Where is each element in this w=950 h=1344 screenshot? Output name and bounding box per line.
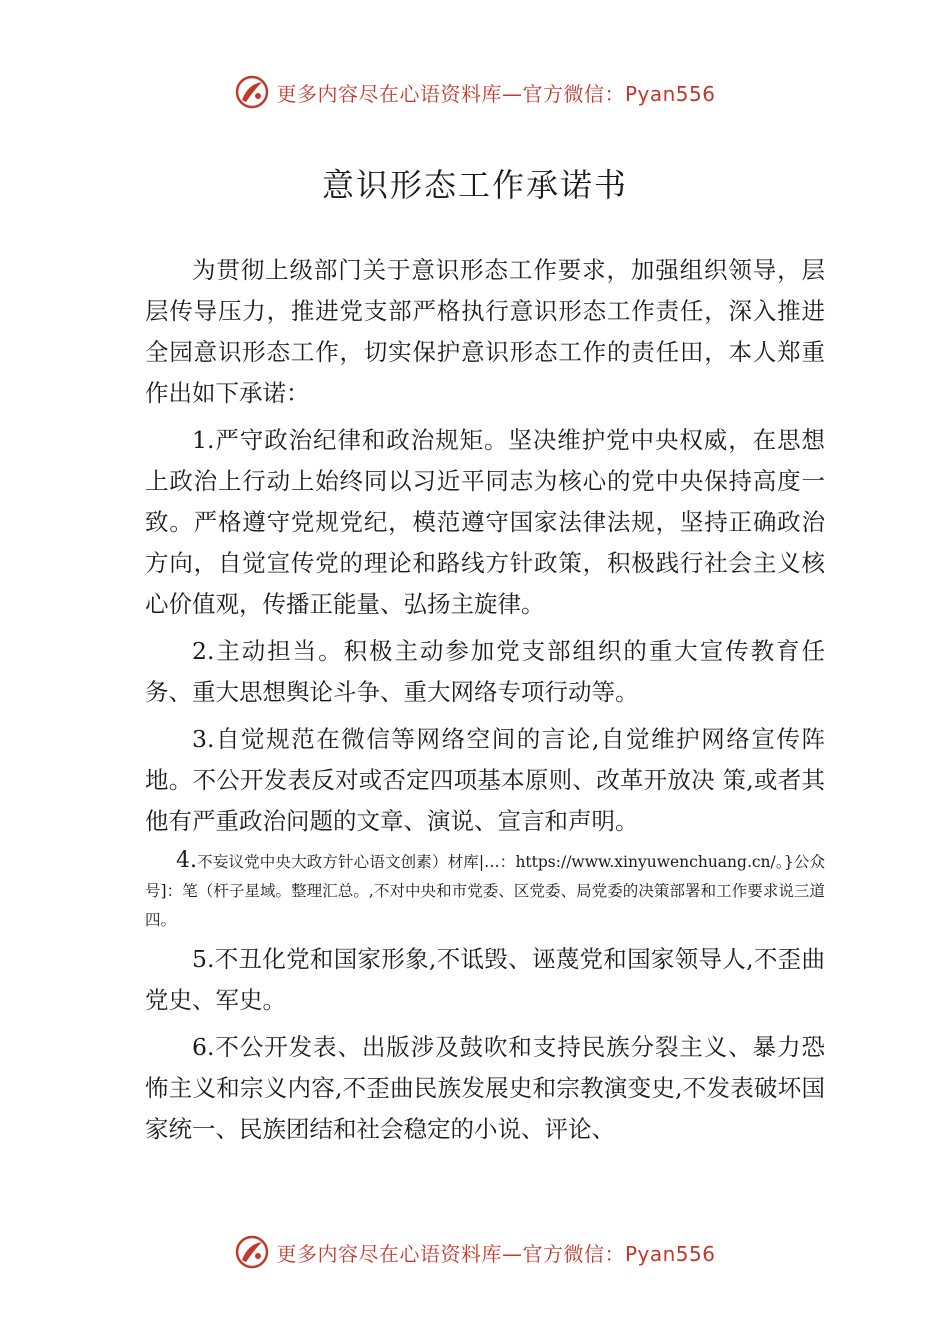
paragraph-item-6: 6.不公开发表、出版涉及鼓吹和支持民族分裂主义、暴力恐怖主义和宗义内容,不歪曲民族发展史和宗教演变史,不发表破坏国家统一、民族团结和社会稳定的小说、评论、 [145, 1033, 825, 1143]
paragraph-item-4 [145, 846, 825, 935]
paragraph-item-2: 2.主动担当。积极主动参加党支部组织的重大宣传教育任务、重大思想舆论斗争、重大网络专项行动等。 [145, 637, 825, 706]
document-title: 意识形态工作承诺书 [321, 166, 628, 204]
paragraph-item-1: 1.严守政治纪律和政治规矩。坚决维护党中央权威，在思想上政治上行动上始终同以习近平同志为核心的党中央保持高度一致。严格遵守党规党纪，模范遵守国家法律法规，坚持正确政治方向，自觉宣传党的理论和路线方针政策，积极践行社会主义核心价值观，传播正能量、弘扬主旋律。 [145, 426, 825, 618]
paragraph-item-3: 3.自觉规范在微信等网络空间的言论,自觉维护网络宣传阵地。不公开发表反对或否定四项基本原则、改革开放决 策,或者其他有严重政治问题的文章、演说、宣言和声明。 [145, 725, 825, 835]
watermark-banner-bottom [0, 1232, 950, 1272]
item-4-number: 4. [176, 848, 197, 873]
logo-icon [234, 74, 270, 110]
document-body [145, 250, 825, 1150]
logo-icon [234, 1234, 270, 1270]
watermark-text: 更多内容尽在心语资料库—官方微信：Pyan556 [276, 81, 716, 106]
paragraph-item-5: 5.不丑化党和国家形象,不诋毁、诬蔑党和国家领导人,不歪曲党史、军史。 [145, 945, 825, 1014]
item-4-text: 不妄议党中央大政方针心语文创素）材库|…：https://www.xinyuwenchuang.cn/。}公众号]：笔（杆子星域。整理汇总。,不对中央和市党委、区党委、局党委的决策部署和工作要求说三道四。 [145, 853, 825, 929]
paragraph-intro: 为贯彻上级部门关于意识形态工作要求，加强组织领导，层层传导压力，推进党支部严格执行意识形态工作责任，深入推进全园意识形态工作，切实保护意识形态工作的责任田，本人郑重作出如下承诺： [145, 256, 825, 407]
watermark-banner-top [0, 72, 950, 112]
watermark-text: 更多内容尽在心语资料库—官方微信：Pyan556 [276, 1241, 716, 1266]
